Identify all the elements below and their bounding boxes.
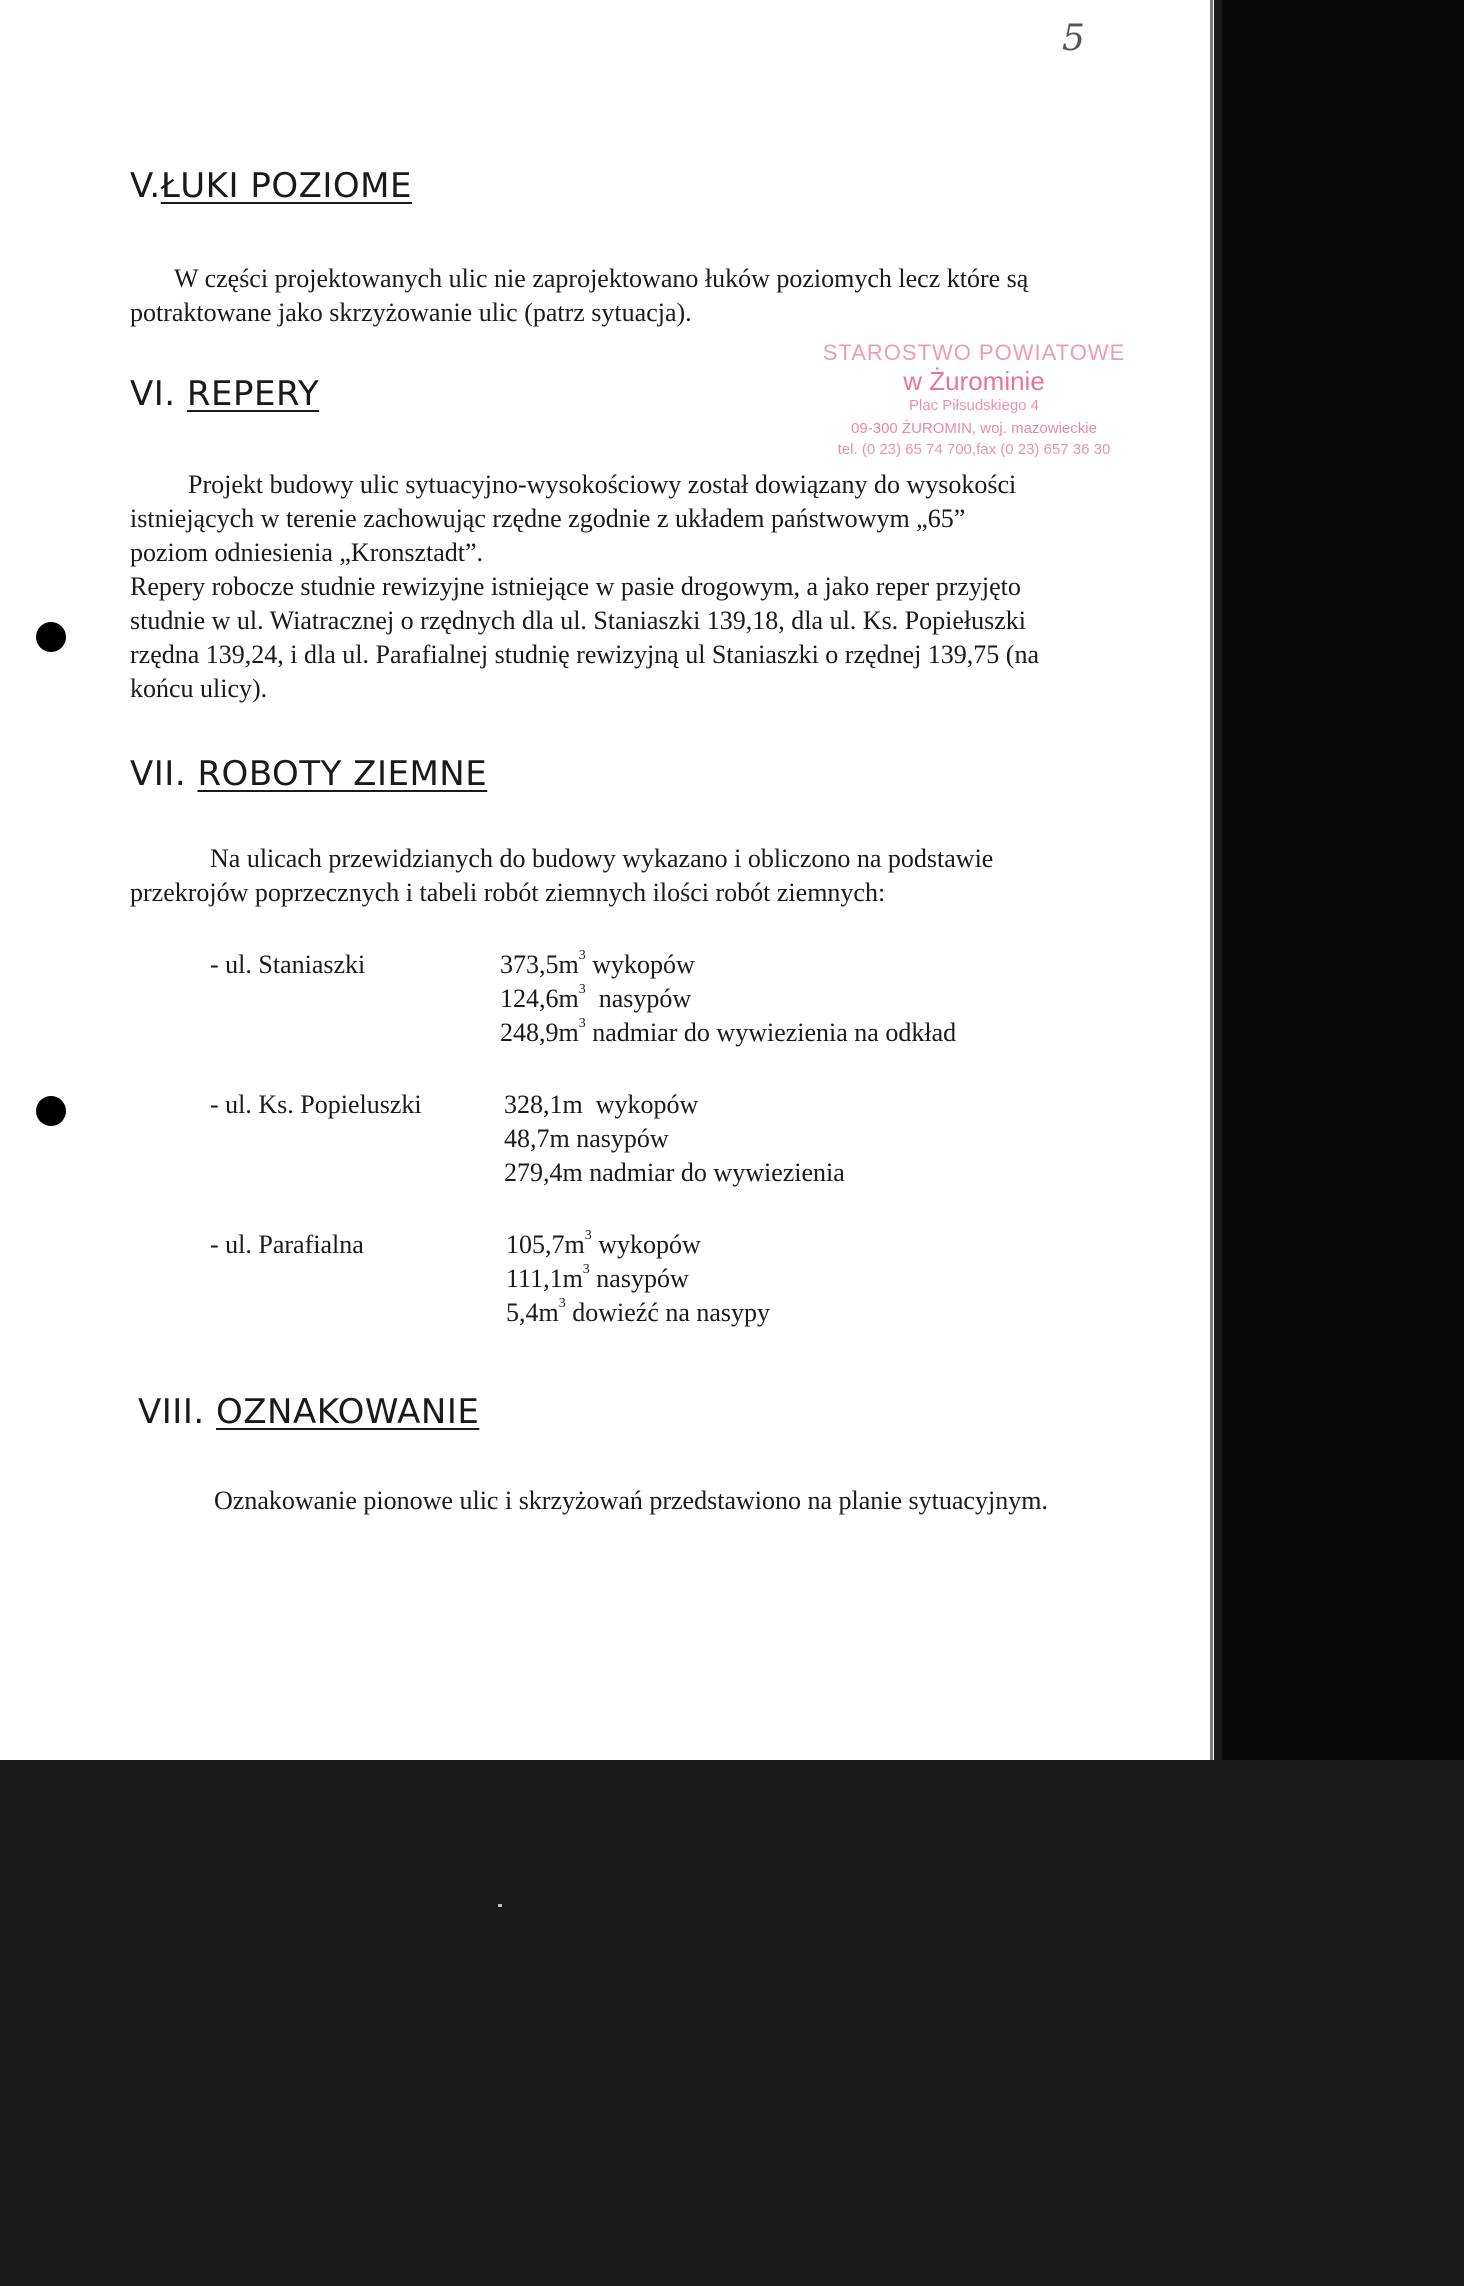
amount: 111,1m xyxy=(506,1264,583,1293)
description: nasypów xyxy=(596,1264,689,1293)
unit-exponent: 3 xyxy=(558,1296,566,1311)
section-v-number: V. xyxy=(130,166,161,206)
description: nasypów xyxy=(576,1124,669,1153)
earthwork-row xyxy=(500,1018,956,1048)
amount: 373,5m xyxy=(500,950,579,979)
unit-exponent: 3 xyxy=(578,982,586,997)
description: nasypów xyxy=(598,984,692,1013)
official-stamp xyxy=(784,340,1164,458)
scan-background xyxy=(1222,0,1464,1760)
description: wykopów xyxy=(595,1090,699,1119)
dust-speck xyxy=(498,1904,502,1907)
earthwork-row xyxy=(504,1090,698,1120)
description: nadmiar do wywiezienia na odkład xyxy=(592,1018,957,1047)
amount: 248,9m xyxy=(500,1018,579,1047)
street-name-staniaszki: - ul. Staniaszki xyxy=(210,950,366,979)
stamp-line-3: Plac Piłsudskiego 4 xyxy=(908,397,1040,414)
section-vi-heading xyxy=(130,374,319,414)
description: dowieźć na nasypy xyxy=(572,1298,771,1327)
section-viii-heading xyxy=(138,1392,479,1432)
vi-line-2: istniejących w terenie zachowując rzędne zgodnie z układem państwowym „65” xyxy=(130,504,966,533)
vi-line-7: końcu ulicy). xyxy=(130,674,268,703)
vi-line-6: rzędna 139,24, i dla ul. Parafialnej studnię rewizyjną ul Staniaszki o rzędnej 139,75 (na xyxy=(130,640,1039,669)
page-number: 5 xyxy=(1062,18,1085,59)
section-viii-title: OZNAKOWANIE xyxy=(215,1392,480,1432)
vii-line-1: Na ulicach przewidzianych do budowy wykazano i obliczono na podstawie xyxy=(210,844,994,873)
stamp-line-5: tel. (0 23) 65 74 700,fax (0 23) 657 36 30 xyxy=(837,441,1111,458)
amount: 48,7m xyxy=(504,1124,570,1153)
section-vii-heading xyxy=(130,754,487,794)
page-edge xyxy=(1210,0,1213,1760)
section-viii-number: VIII. xyxy=(138,1392,205,1432)
section-vii-title: ROBOTY ZIEMNE xyxy=(197,754,488,794)
stamp-line-1: STAROSTWO POWIATOWE xyxy=(822,340,1126,365)
street-name-parafialna: - ul. Parafialna xyxy=(210,1230,364,1259)
section-vi-number: VI. xyxy=(130,374,176,414)
vi-line-4: Repery robocze studnie rewizyjne istniejące w pasie drogowym, a jako reper przyjęto xyxy=(130,572,1021,601)
unit-exponent: 3 xyxy=(578,1016,586,1031)
section-viii-paragraph: Oznakowanie pionowe ulic i skrzyżowań przedstawiono na planie sytuacyjnym. xyxy=(214,1486,1048,1515)
earthwork-row xyxy=(500,984,691,1014)
unit-exponent: 3 xyxy=(582,1262,590,1277)
section-v-title: ŁUKI POZIOME xyxy=(160,166,412,206)
earthwork-row xyxy=(504,1124,669,1154)
vi-line-3: poziom odniesienia „Kronsztadt”. xyxy=(130,538,484,567)
earthwork-row xyxy=(506,1298,770,1328)
earthwork-row xyxy=(504,1158,845,1188)
earthwork-row xyxy=(506,1230,701,1260)
unit-exponent: 3 xyxy=(584,1228,592,1243)
vii-line-2: przekrojów poprzecznych i tabeli robót ziemnych ilości robót ziemnych: xyxy=(130,878,886,907)
punch-hole xyxy=(36,1096,66,1126)
street-name-popieluszki: - ul. Ks. Popieluszki xyxy=(210,1090,422,1119)
amount: 105,7m xyxy=(506,1230,585,1259)
stamp-line-4: 09-300 ŻUROMIN, woj. mazowieckie xyxy=(851,420,1097,437)
amount: 328,1m xyxy=(504,1090,583,1119)
section-v-heading xyxy=(130,166,412,206)
amount: 5,4m xyxy=(506,1298,559,1327)
description: wykopów xyxy=(598,1230,701,1259)
stamp-line-2: w Żurominie xyxy=(903,366,1045,396)
vi-line-1: Projekt budowy ulic sytuacyjno-wysokościowy został dowiązany do wysokości xyxy=(188,470,1017,499)
section-vi-title: REPERY xyxy=(186,374,320,414)
amount: 279,4m xyxy=(504,1158,583,1187)
earthwork-row xyxy=(500,950,695,980)
section-v-paragraph: W części projektowanych ulic nie zaprojektowano łuków poziomych lecz które są potraktowane jako skrzyżowanie ulic (patrz sytuacja). xyxy=(130,264,1029,327)
punch-hole xyxy=(36,622,66,652)
vi-line-5: studnie w ul. Wiatracznej o rzędnych dla ul. Staniaszki 139,18, dla ul. Ks. Popiełuszki xyxy=(130,606,1027,635)
amount: 124,6m xyxy=(500,984,579,1013)
unit-exponent: 3 xyxy=(578,948,586,963)
description: nadmiar do wywiezienia xyxy=(589,1158,845,1187)
earthwork-row xyxy=(506,1264,689,1294)
description: wykopów xyxy=(592,950,695,979)
section-vii-number: VII. xyxy=(130,754,187,794)
